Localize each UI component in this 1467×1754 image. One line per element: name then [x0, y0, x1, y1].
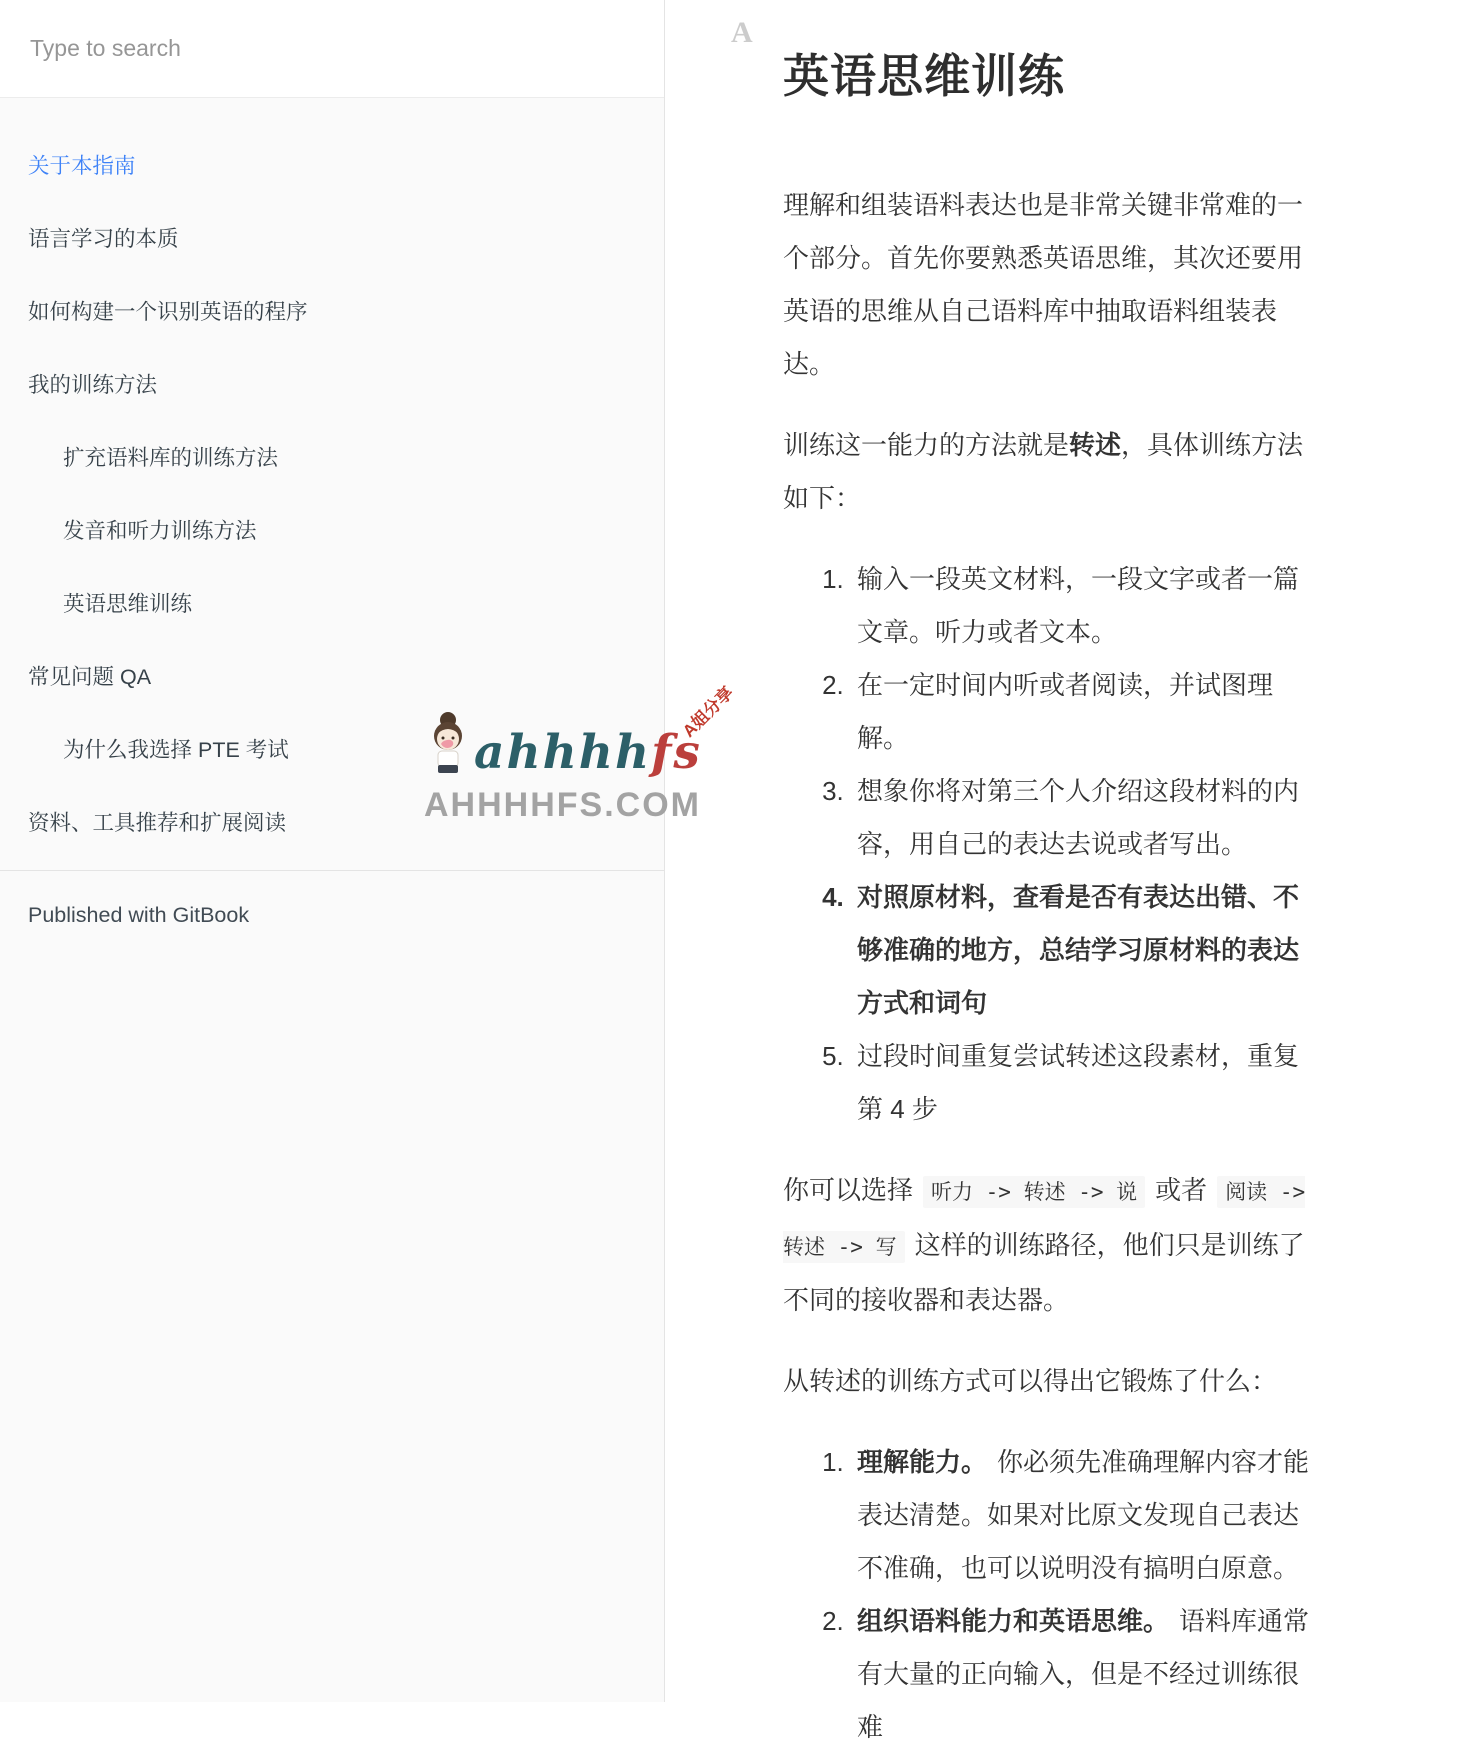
- list-item: 3. 想象你将对第三个人介绍这段材料的内容，用自己的表达去说或者写出。: [851, 765, 1320, 871]
- sidebar-item-language-essence[interactable]: 语言学习的本质: [28, 227, 179, 251]
- font-settings-button[interactable]: A: [731, 16, 753, 49]
- watermark-rotated-label: A姐分享: [678, 682, 737, 742]
- sidebar-item-about-guide[interactable]: 关于本指南: [28, 154, 136, 178]
- list-item: 2. 在一定时间内听或者阅读，并试图理解。: [851, 659, 1320, 765]
- paragraph-method: [783, 419, 1320, 525]
- paragraph-paths-pre: 你可以选择: [783, 1174, 914, 1205]
- sidebar-item-build-program[interactable]: 如何构建一个识别英语的程序: [28, 300, 308, 324]
- sidebar-item-english-thinking[interactable]: 英语思维训练: [63, 592, 193, 616]
- article: [783, 50, 1320, 1754]
- paragraph-intro: 理解和组装语料表达也是非常关键非常难的一个部分。首先你要熟悉英语思维，其次还要用英语的思维从自己语料库中抽取语料组装表达。: [783, 189, 1304, 379]
- watermark-domain-text: AHHHHFS.COM: [424, 786, 701, 824]
- sidebar-item-resources[interactable]: 资料、工具推荐和扩展阅读: [28, 811, 287, 835]
- benefit-text: 你必须先准确理解内容才能表达清楚。如果对比原文发现自己表达不准确，也可以说明没有搞明白原意。: [857, 1446, 1310, 1583]
- paragraph-method-pre: 训练这一能力的方法就是: [783, 429, 1070, 460]
- training-steps-list: [783, 553, 1320, 1136]
- inline-code-listen-path: 听力 -> 转述 -> 说: [923, 1176, 1145, 1208]
- paragraph-paths: [783, 1164, 1320, 1327]
- search-input[interactable]: [28, 34, 636, 63]
- watermark-script-text: ahhhhfs: [474, 725, 702, 780]
- sidebar-list: [0, 128, 664, 858]
- sidebar-item-qa[interactable]: 常见问题 QA: [28, 665, 152, 689]
- benefit-title: 理解能力。: [857, 1446, 988, 1477]
- page-title: 英语思维训练: [783, 50, 1065, 102]
- sidebar-item-why-pte[interactable]: 为什么我选择 PTE 考试: [63, 738, 289, 762]
- benefit-title: 组织语料能力和英语思维。: [857, 1605, 1170, 1636]
- gitbook-footer-link[interactable]: Published with GitBook: [28, 903, 250, 927]
- benefit-text: 语料库通常有大量的正向输入，但是不经过训练很难: [857, 1605, 1310, 1742]
- paragraph-method-post: ，具体训练方法如下：: [783, 429, 1304, 513]
- paragraph-paths-mid: 或者: [1155, 1174, 1208, 1205]
- paragraph-benefits-intro: 从转述的训练方式可以得出它锻炼了什么：: [783, 1365, 1278, 1396]
- benefits-list: [783, 1436, 1320, 1754]
- list-item: 4. 对照原材料，查看是否有表达出错、不够准确的地方，总结学习原材料的表达方式和词句: [851, 871, 1320, 1030]
- sidebar: [0, 0, 665, 1702]
- sidebar-item-pronunciation[interactable]: 发音和听力训练方法: [63, 519, 257, 543]
- list-item: [851, 1595, 1320, 1754]
- paragraph-method-bold: 转述: [1069, 429, 1122, 460]
- list-item: 1. 输入一段英文材料，一段文字或者一篇文章。听力或者文本。: [851, 553, 1320, 659]
- search-bar: [0, 0, 664, 98]
- list-item: 5. 过段时间重复尝试转述这段素材，重复第 4 步: [851, 1030, 1320, 1136]
- main-content: [665, 0, 1467, 1742]
- list-item: [851, 1436, 1320, 1595]
- sidebar-item-my-methods[interactable]: 我的训练方法: [28, 373, 158, 397]
- sidebar-nav: [0, 128, 664, 960]
- inline-code-read-path: 阅读 -> 转述 -> 写: [783, 1176, 1305, 1263]
- sidebar-item-corpus-training[interactable]: 扩充语料库的训练方法: [63, 446, 279, 470]
- paragraph-paths-post: 这样的训练路径，他们只是训练了不同的接收器和表达器。: [783, 1229, 1305, 1315]
